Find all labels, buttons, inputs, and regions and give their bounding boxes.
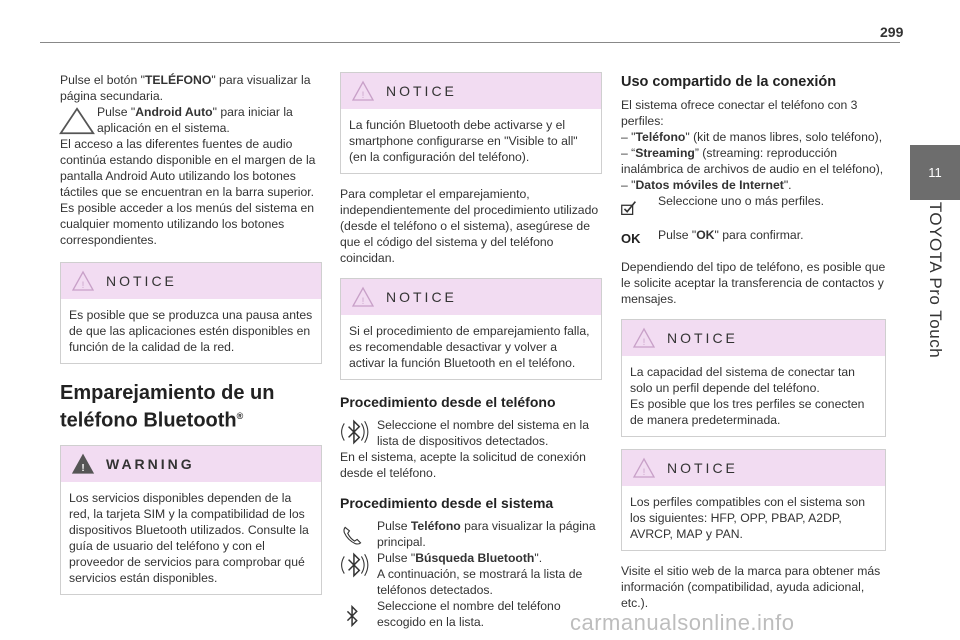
ok-label: OK bbox=[621, 231, 641, 246]
notice-label: NOTICE bbox=[667, 460, 738, 476]
bluetooth-icon bbox=[340, 602, 366, 630]
notice-text: La capacidad del sistema de conectar tan solo un perfil depende del teléfono. Es posible que los tres perfiles se conecten de manera predeterminada. bbox=[630, 365, 865, 427]
notice-label: NOTICE bbox=[386, 289, 457, 305]
system-step-1: Pulse Teléfono para visualizar la página principal. bbox=[340, 518, 602, 550]
col3-p1: El sistema ofrece conectar el teléfono con 3 perfiles: bbox=[621, 98, 858, 128]
subheading-phone: Procedimiento desde el teléfono bbox=[340, 394, 556, 410]
watermark: carmanualsonline.info bbox=[570, 610, 795, 635]
system-step-3: Seleccione el nombre del teléfono escogido en la lista. bbox=[340, 598, 602, 630]
page-number: 299 bbox=[880, 24, 904, 40]
system-step-2: Pulse "Búsqueda Bluetooth". A continuación, se mostrará la lista de teléfonos detectados. bbox=[340, 550, 602, 598]
subheading-system: Procedimiento desde el sistema bbox=[340, 495, 554, 511]
profile-item-data: – "Datos móviles de Internet". bbox=[621, 178, 792, 192]
column-1 bbox=[60, 72, 322, 607]
section-heading-sharing: Uso compartido de la conexión bbox=[621, 74, 837, 90]
chapter-title-text: TOYOTA Pro Touch bbox=[926, 201, 945, 359]
notice-box bbox=[621, 449, 886, 551]
warning-header bbox=[61, 446, 321, 482]
warning-triangle-icon bbox=[71, 453, 95, 475]
column-3 bbox=[621, 72, 886, 611]
svg-text:!: ! bbox=[81, 280, 85, 290]
col1-p3: El acceso a las diferentes fuentes de audio continúa estando disponible en el margen de la pantalla Android Auto utilizando los botones táctiles que se encuentran en la barra superior. bbox=[60, 137, 316, 199]
profile-item-streaming: – “Streaming” (streaming: reproducción inalámbrica de archivos de audio en el teléfono), bbox=[621, 146, 884, 176]
section-heading: Emparejamiento de un teléfono Bluetooth® bbox=[60, 382, 275, 432]
warning-triangle-icon bbox=[71, 270, 95, 292]
notice-header bbox=[341, 279, 601, 315]
col3-p2: Dependiendo del tipo de teléfono, es posible que le solicite aceptar la transferencia de contactos y mensajes. bbox=[621, 260, 886, 306]
notice-header bbox=[341, 73, 601, 109]
svg-text:!: ! bbox=[642, 467, 646, 477]
phone-step: Seleccione el nombre del sistema en la lista de dispositivos detectados. bbox=[340, 417, 602, 449]
notice-text: Si el procedimiento de emparejamiento falla, es recomendable desactivar y volver a activar la función Bluetooth en el teléfono. bbox=[349, 324, 590, 370]
warning-text: Los servicios disponibles dependen de la red, la tarjeta SIM y la compatibilidad de los dispositivos Bluetooth utilizados. Consulte la guía de usuario del teléfono y con el proveedor de servicios para comprobar qué servicios están disponibles. bbox=[69, 490, 309, 585]
notice-label: NOTICE bbox=[386, 83, 457, 99]
col3-p3: Visite el sitio web de la marca para obtener más información (compatibilidad, ayuda adicional, etc.). bbox=[621, 564, 881, 610]
warning-triangle-icon bbox=[351, 80, 375, 102]
notice-label: NOTICE bbox=[106, 273, 177, 289]
notice-header bbox=[622, 450, 885, 486]
checkbox-icon bbox=[619, 198, 639, 218]
notice-label: NOTICE bbox=[667, 330, 738, 346]
svg-text:!: ! bbox=[642, 337, 646, 347]
confirm-step: OK Pulse "OK" para confirmar. bbox=[621, 228, 804, 246]
col2-phone-p: En el sistema, acepte la solicitud de conexión desde el teléfono. bbox=[340, 450, 586, 480]
col2-p1: Para completar el emparejamiento, independientemente del procedimiento utilizado (desde el teléfono o el sistema), asegúrese de que el código del sistema y del teléfono coincidan. bbox=[340, 187, 599, 265]
warning-label: WARNING bbox=[106, 455, 195, 472]
column-2 bbox=[340, 72, 602, 630]
warning-triangle-icon bbox=[58, 106, 96, 136]
warning-box bbox=[60, 445, 322, 595]
warning-triangle-icon bbox=[351, 286, 375, 308]
phone-handset-icon bbox=[340, 524, 364, 548]
android-auto-step: Pulse "Android Auto" para iniciar la aplicación en el sistema. bbox=[60, 104, 322, 136]
notice-text: Es posible que se produzca una pausa antes de que las aplicaciones estén disponibles en función de la calidad de la red. bbox=[69, 308, 313, 354]
notice-text: La función Bluetooth debe activarse y el smartphone configurarse en "Visible to all" (en la configuración del teléfono). bbox=[349, 118, 578, 164]
notice-box bbox=[340, 278, 602, 380]
svg-text:!: ! bbox=[81, 462, 85, 474]
notice-header bbox=[61, 263, 321, 299]
chapter-title bbox=[885, 201, 960, 359]
col1-p4: Es posible acceder a los menús del sistema en cualquier momento utilizando los botones correspondientes. bbox=[60, 201, 315, 247]
bluetooth-search-icon bbox=[340, 417, 370, 447]
warning-triangle-icon bbox=[632, 327, 656, 349]
warning-triangle-icon bbox=[632, 457, 656, 479]
notice-box bbox=[340, 72, 602, 174]
notice-box bbox=[621, 319, 886, 437]
bluetooth-search-icon bbox=[340, 550, 370, 580]
svg-text:!: ! bbox=[361, 296, 365, 306]
chapter-tab[interactable]: 11 bbox=[910, 145, 960, 200]
notice-header bbox=[622, 320, 885, 356]
notice-box bbox=[60, 262, 322, 364]
profile-item-phone: – "Teléfono" (kit de manos libres, solo teléfono), bbox=[621, 130, 883, 144]
svg-text:!: ! bbox=[361, 90, 365, 100]
col1-p1: Pulse el botón "TELÉFONO" para visualizar la página secundaria. bbox=[60, 73, 311, 103]
notice-text: Los perfiles compatibles con el sistema son los siguientes: HFP, OPP, PBAP, A2DP, AVRCP, MAP y PAN. bbox=[630, 495, 866, 541]
select-profile-step: Seleccione uno o más perfiles. bbox=[621, 193, 886, 227]
top-rule bbox=[40, 42, 900, 43]
